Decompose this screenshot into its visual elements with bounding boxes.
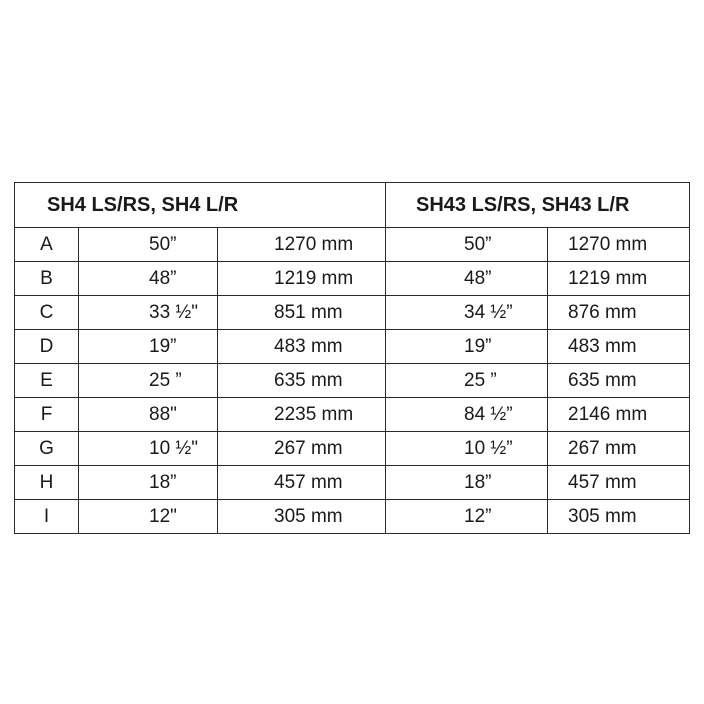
sh43-inches: 10 ½”: [386, 432, 548, 466]
sh43-mm: 267 mm: [548, 432, 690, 466]
sh4-mm: 851 mm: [218, 296, 386, 330]
sh43-inches: 25 ”: [386, 364, 548, 398]
sh43-mm: 483 mm: [548, 330, 690, 364]
sh43-inches: 18”: [386, 466, 548, 500]
sh43-mm: 2146 mm: [548, 398, 690, 432]
row-letter: I: [15, 500, 79, 534]
sh43-inches: 19”: [386, 330, 548, 364]
sh43-mm: 305 mm: [548, 500, 690, 534]
sh43-mm: 457 mm: [548, 466, 690, 500]
table-row: [15, 228, 690, 262]
sh4-mm: 635 mm: [218, 364, 386, 398]
sh4-mm: 483 mm: [218, 330, 386, 364]
sh4-inches: 12": [79, 500, 218, 534]
sh43-inches: 84 ½”: [386, 398, 548, 432]
sh4-mm: 2235 mm: [218, 398, 386, 432]
sh43-mm: 635 mm: [548, 364, 690, 398]
sh4-inches: 50”: [79, 228, 218, 262]
table-row: [15, 466, 690, 500]
sh4-inches: 18”: [79, 466, 218, 500]
sh4-inches: 10 ½": [79, 432, 218, 466]
table-row: [15, 432, 690, 466]
table-row: [15, 262, 690, 296]
row-letter: F: [15, 398, 79, 432]
header-sh4: SH4 LS/RS, SH4 L/R: [15, 183, 386, 228]
sh4-inches: 88": [79, 398, 218, 432]
sh43-inches: 34 ½”: [386, 296, 548, 330]
row-letter: D: [15, 330, 79, 364]
sh4-inches: 48”: [79, 262, 218, 296]
table-header-row: [15, 183, 690, 228]
dimensions-table: [14, 182, 690, 534]
sh4-mm: 1270 mm: [218, 228, 386, 262]
table-row: [15, 330, 690, 364]
header-sh43: SH43 LS/RS, SH43 L/R: [386, 183, 690, 228]
row-letter: C: [15, 296, 79, 330]
row-letter: A: [15, 228, 79, 262]
table-row: [15, 364, 690, 398]
sh43-inches: 12”: [386, 500, 548, 534]
sh43-mm: 1270 mm: [548, 228, 690, 262]
sh4-inches: 33 ½": [79, 296, 218, 330]
row-letter: E: [15, 364, 79, 398]
row-letter: G: [15, 432, 79, 466]
sh4-inches: 19”: [79, 330, 218, 364]
table-row: [15, 398, 690, 432]
sh43-inches: 48”: [386, 262, 548, 296]
table-row: [15, 296, 690, 330]
sh4-mm: 305 mm: [218, 500, 386, 534]
sh43-inches: 50”: [386, 228, 548, 262]
sh4-mm: 457 mm: [218, 466, 386, 500]
sh43-mm: 876 mm: [548, 296, 690, 330]
sh4-mm: 1219 mm: [218, 262, 386, 296]
row-letter: H: [15, 466, 79, 500]
row-letter: B: [15, 262, 79, 296]
table-row: [15, 500, 690, 534]
sh43-mm: 1219 mm: [548, 262, 690, 296]
sh4-inches: 25 ”: [79, 364, 218, 398]
sh4-mm: 267 mm: [218, 432, 386, 466]
